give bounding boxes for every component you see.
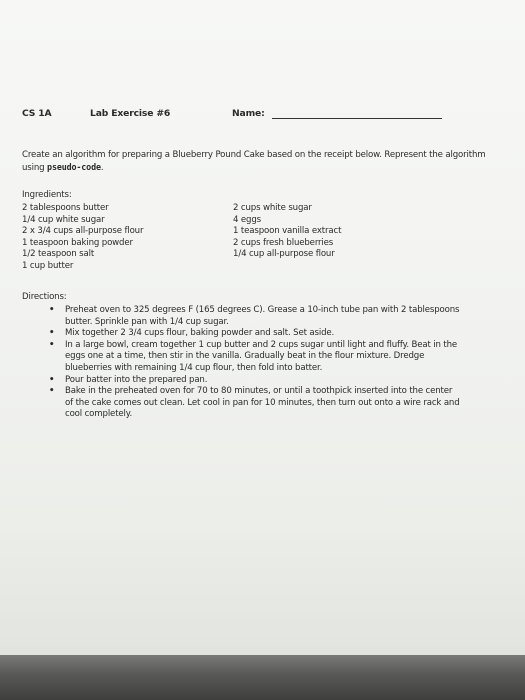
direction-step-text: Preheat oven to 325 degrees F (165 degrees C). Grease a 10-inch tube pan with 2 tablespoons butter. Sprinkle pan with 1/4 cup sugar. (65, 305, 460, 327)
direction-step (22, 386, 462, 421)
intro-pseudo-code: pseudo-code (47, 161, 101, 172)
ingredients-heading: Ingredients: (22, 190, 72, 200)
lab-title: Lab Exercise #6 (90, 108, 171, 119)
bullet-icon: • (49, 339, 55, 350)
intro-paragraph (22, 150, 492, 174)
ingredient-item: 1/4 cup all-purpose flour (233, 249, 335, 260)
bullet-icon: • (49, 386, 55, 397)
ingredient-item: 1 cup butter (22, 260, 74, 271)
ingredient-item: 1/2 teaspoon salt (22, 249, 95, 260)
direction-step-text: Pour batter into the prepared pan. (65, 374, 208, 385)
ingredient-item: 2 tablespoons butter (22, 203, 109, 213)
directions-list (22, 305, 462, 421)
bullet-icon: • (49, 328, 55, 339)
ingredients-right-column (233, 203, 341, 261)
name-blank-line (272, 118, 442, 119)
ingredient-item: 2 x 3/4 cups all-purpose flour (22, 226, 144, 237)
course-label: CS 1A (22, 108, 52, 119)
bullet-icon: • (49, 374, 55, 385)
ingredients-section (22, 190, 492, 271)
directions-section (22, 292, 492, 420)
bullet-icon: • (49, 305, 55, 315)
ingredient-item: 1 teaspoon vanilla extract (233, 226, 342, 237)
direction-step-text: Bake in the preheated oven for 70 to 80 minutes, or until a toothpick inserted into the center of the cake comes out clean. Let cool in pan for 10 minutes, then turn out onto a wire rack and cool completely. (65, 386, 460, 420)
ingredient-item: 2 cups white sugar (233, 203, 312, 213)
direction-step-text: In a large bowl, cream together 1 cup butter and 2 cups sugar until light and fluffy. Beat in the eggs one at a time, then stir in the vanilla. Gradually beat in the flour mixture. Dredge blueberries with remaining 1/4 cup flour, then fold into batter. (65, 339, 458, 373)
intro-text: Create an algorithm for preparing a Blueberry Pound Cake based on the receipt below. Represent the algorithm using (22, 150, 486, 173)
ingredient-item: 1/4 cup white sugar (22, 214, 105, 225)
name-label: Name: (232, 108, 265, 119)
direction-step (22, 305, 462, 328)
ingredient-item: 2 cups fresh blueberries (233, 237, 334, 248)
ingredients-left-column (22, 203, 143, 273)
monitor-bottom-bezel (0, 655, 525, 700)
ingredient-item: 4 eggs (233, 214, 261, 225)
directions-heading: Directions: (22, 292, 67, 302)
direction-step (22, 340, 462, 375)
direction-step-text: Mix together 2 3/4 cups flour, baking powder and salt. Set aside. (65, 328, 335, 339)
direction-step (22, 375, 462, 387)
direction-step (22, 328, 462, 340)
ingredient-item: 1 teaspoon baking powder (22, 237, 133, 248)
intro-period: . (100, 162, 104, 173)
document-header (22, 108, 492, 122)
